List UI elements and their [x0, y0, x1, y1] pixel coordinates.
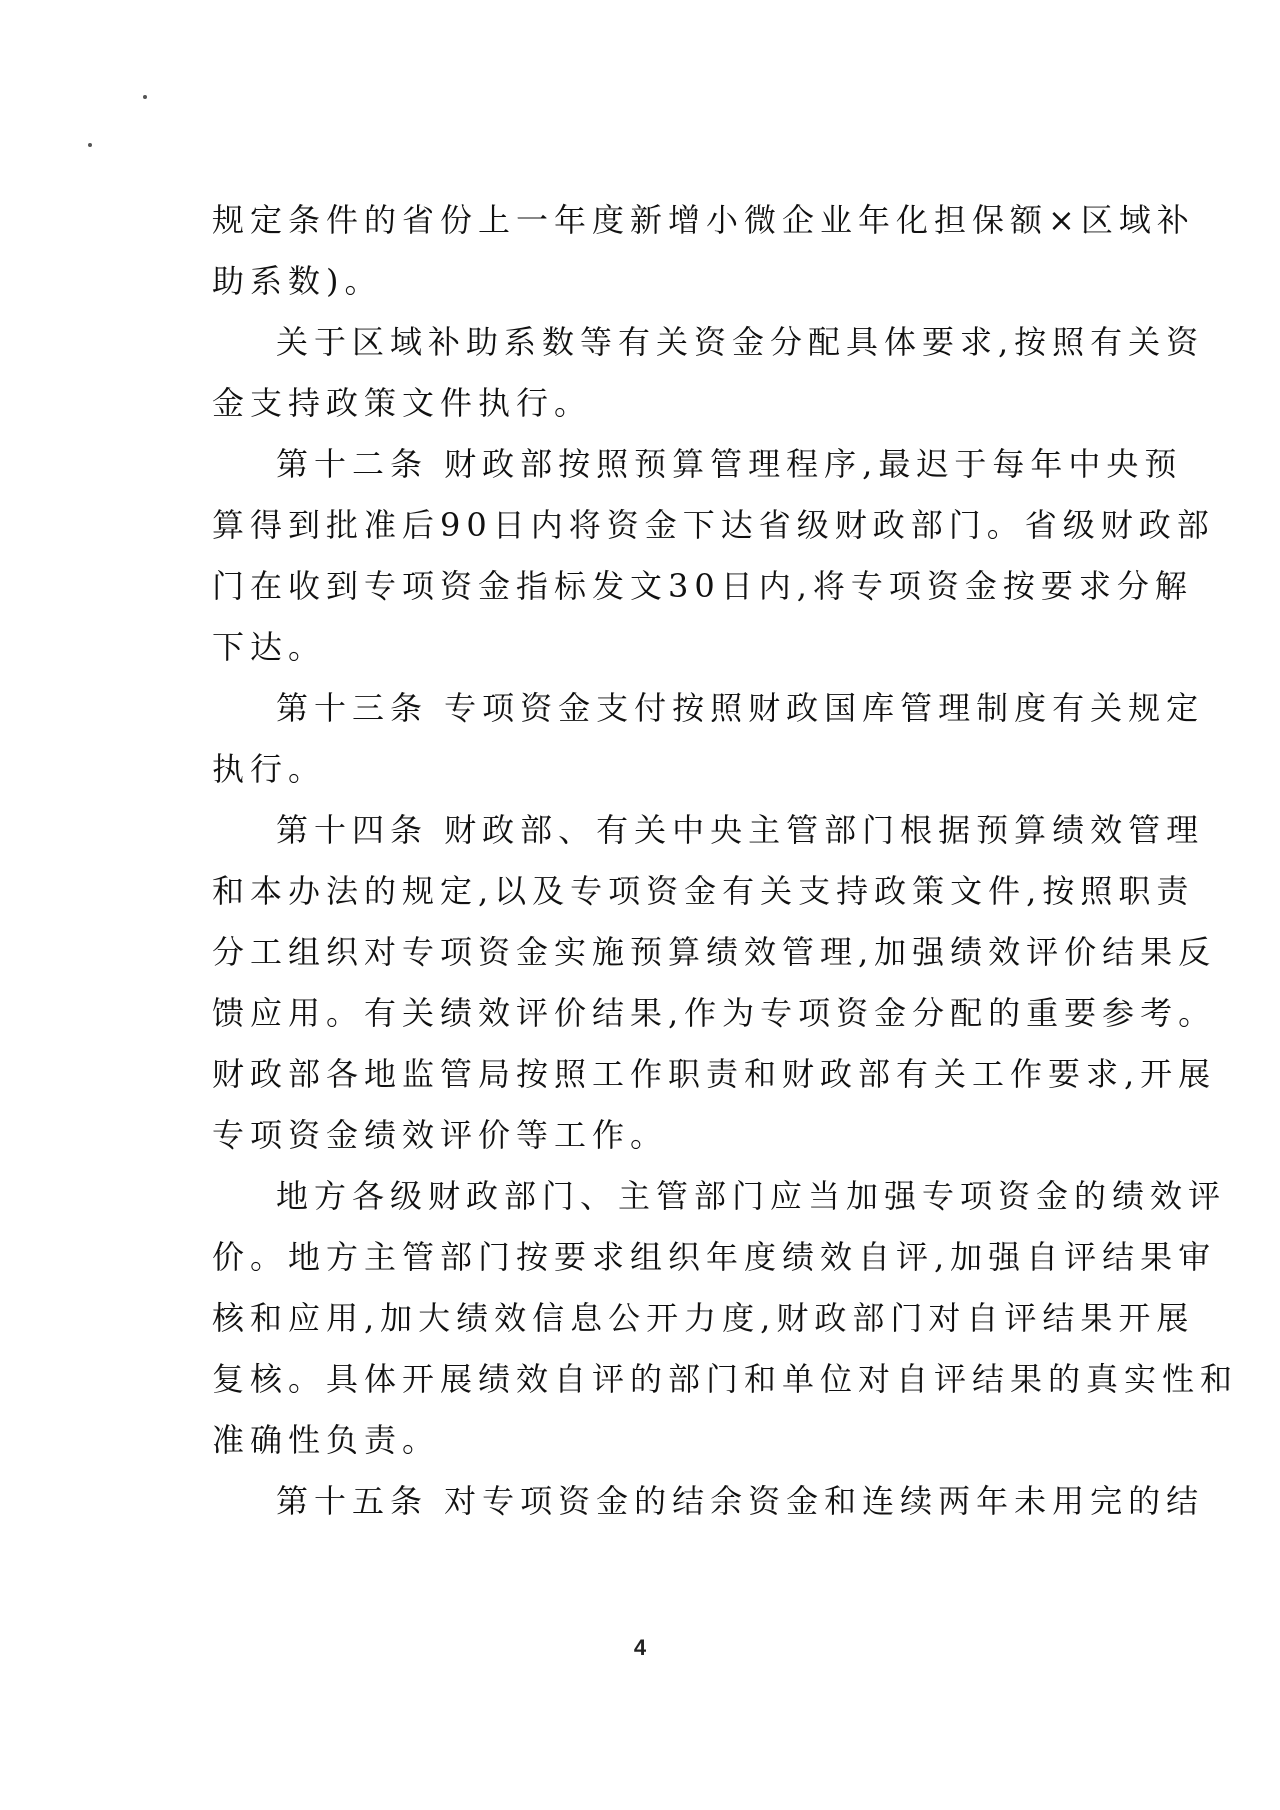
paragraph [212, 434, 1215, 678]
text-line: 地方各级财政部门、主管部门应当加强专项资金的绩效评 [276, 1177, 1227, 1215]
text-line: 第十五条 对专项资金的结余资金和连续两年未用完的结 [276, 1482, 1205, 1520]
paragraph [212, 1471, 1205, 1532]
text-line: 复核。具体开展绩效自评的部门和单位对自评结果的真实性和 [212, 1360, 1239, 1398]
paragraph [212, 1166, 1239, 1471]
paragraph [212, 312, 1205, 434]
text-line: 核和应用,加大绩效信息公开力度,财政部门对自评结果开展 [212, 1299, 1195, 1337]
scan-speck [88, 143, 92, 147]
paragraph [212, 800, 1217, 1166]
text-line: 执行。 [212, 750, 327, 788]
document-body [212, 190, 1239, 1532]
text-line: 门在收到专项资金指标发文30日内,将专项资金按要求分解 [212, 567, 1193, 605]
text-line: 第十二条 财政部按照预算管理程序,最迟于每年中央预 [276, 445, 1183, 483]
text-line: 下达。 [212, 628, 327, 666]
scan-speck [143, 95, 147, 99]
paragraph [212, 678, 1205, 800]
text-line: 第十四条 财政部、有关中央主管部门根据预算绩效管理 [276, 811, 1205, 849]
text-line: 和本办法的规定,以及专项资金有关支持政策文件,按照职责 [212, 872, 1195, 910]
paragraph [212, 190, 1195, 312]
text-line: 准确性负责。 [212, 1421, 441, 1459]
text-line: 助系数)。 [212, 262, 383, 300]
text-line: 专项资金绩效评价等工作。 [212, 1116, 669, 1154]
text-line: 算得到批准后90日内将资金下达省级财政部门。省级财政部 [212, 506, 1215, 544]
text-line: 规定条件的省份上一年度新增小微企业年化担保额×区域补 [212, 201, 1195, 239]
text-line: 价。地方主管部门按要求组织年度绩效自评,加强自评结果审 [212, 1238, 1217, 1276]
text-line: 馈应用。有关绩效评价结果,作为专项资金分配的重要参考。 [212, 994, 1217, 1032]
text-line: 分工组织对专项资金实施预算绩效管理,加强绩效评价结果反 [212, 933, 1217, 971]
text-line: 财政部各地监管局按照工作职责和财政部有关工作要求,开展 [212, 1055, 1217, 1093]
text-line: 关于区域补助系数等有关资金分配具体要求,按照有关资 [276, 323, 1205, 361]
text-line: 第十三条 专项资金支付按照财政国库管理制度有关规定 [276, 689, 1205, 727]
page-number: 4 [633, 1635, 647, 1660]
text-line: 金支持政策文件执行。 [212, 384, 593, 422]
